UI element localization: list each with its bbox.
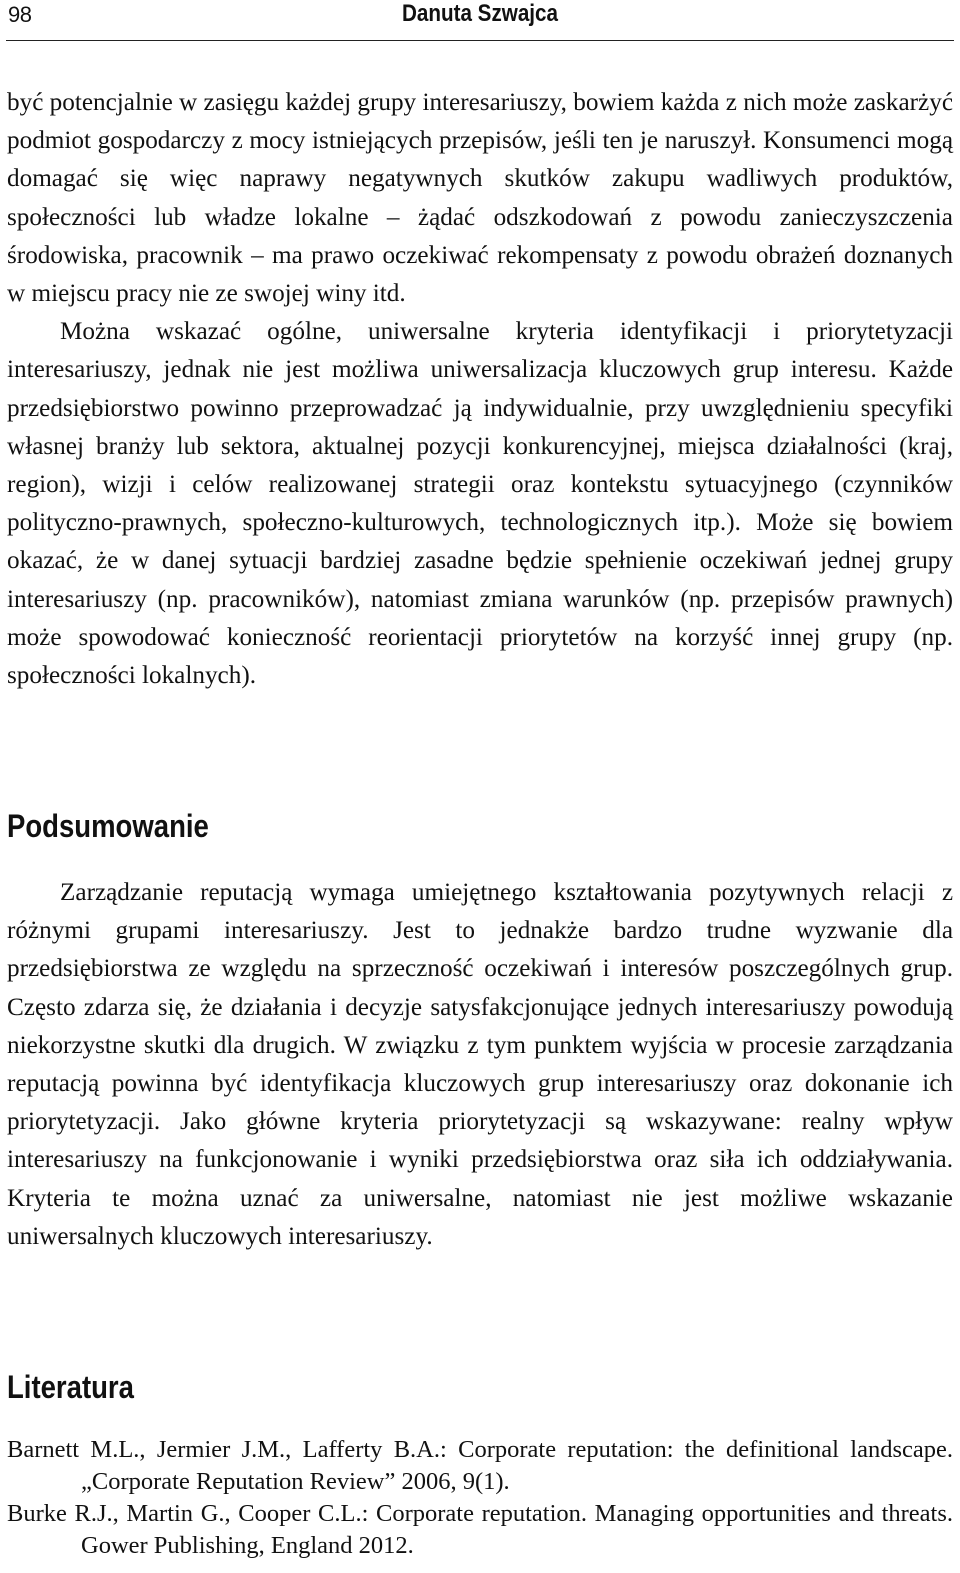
page-number: 98	[8, 2, 32, 27]
intro-paragraph-2: Można wskazać ogólne, uniwersalne kryteria identyfikacji i priorytetyzacji interesariuszy, jednak nie jest możliwa uniwersalizacja kluczowych grup interesu. Każde przedsiębiorstwo powinno przeprowadzać ją indywidualnie, przy uwzględnieniu specyfiki własnej branży lub sektora, aktualnej pozycji konkurencyjnej, miejsca działalności (kraj, region), wizji i celów realizowanej strategii oraz kontekstu sytuacyjnego (czynników polityczno-prawnych, społeczno-kulturowych, technologicznych itp.). Może się bowiem okazać, że w danej sytuacji bardziej zasadne będzie spełnienie oczekiwań jednej grupy interesariuszy (np. pracowników), natomiast zmiana warunków (np. przepisów prawnych) może spowodować konieczność reorientacji priorytetów na korzyść innej grupy (np. społeczności lokalnych).	[7, 318, 953, 690]
literature-heading: Literatura	[7, 1369, 134, 1405]
intro-paragraph-1: być potencjalnie w zasięgu każdej grupy interesariuszy, bowiem każda z nich może zaskarżyć podmiot gospodarczy z mocy istniejących przepisów, jeśli ten je naruszył. Konsumenci mogą domagać się więc naprawy negatywnych skutków zakupu wadliwych produktów, społeczności lub władze lokalne – żądać odszkodowań z powodu zanieczyszczenia środowiska, pracownik – ma prawo oczekiwać rekompensaty z powodu obrażeń doznanych w miejscu pracy nie ze swojej winy itd.	[7, 89, 953, 308]
summary-paragraph: Zarządzanie reputacją wymaga umiejętnego kształtowania pozytywnych relacji z różnymi grupami interesariuszy. Jest to jednakże bardzo trudne wyzwanie dla przedsiębiorstwa ze względu na sprzeczność oczekiwań i interesów poszczególnych grup. Często zdarza się, że działania i decyzje satysfakcjonujące jednych interesariuszy powodują niekorzystne skutki dla drugich. W związku z tym punktem wyjścia w procesie zarządzania reputacją powinna być identyfikacja kluczowych grup interesariuszy oraz dokonanie ich priorytetyzacji. Jako główne kryteria priorytetyzacji są wskazywane: realny wpływ interesariuszy na funkcjonowanie i wyniki przedsiębiorstwa oraz siła ich oddziaływania. Kryteria te można uznać za uniwersalne, natomiast nie jest możliwe wskazanie uniwersalnych kluczowych interesariuszy.	[7, 879, 953, 1250]
reference-list	[7, 1434, 953, 1562]
summary-text	[7, 874, 953, 1256]
reference-item: Barnett M.L., Jermier J.M., Lafferty B.A.: Corporate reputation: the definitional landscape. „Corporate Reputation Review” 2006, 9(1).	[7, 1436, 953, 1495]
reference-item: Burke R.J., Martin G., Cooper C.L.: Corporate reputation. Managing opportunities and threats. Gower Publishing, England 2012.	[7, 1500, 953, 1559]
summary-heading: Podsumowanie	[7, 808, 209, 844]
running-title-author: Danuta Szwajca	[401, 0, 559, 27]
intro-text	[7, 84, 953, 695]
running-header	[6, 0, 954, 41]
